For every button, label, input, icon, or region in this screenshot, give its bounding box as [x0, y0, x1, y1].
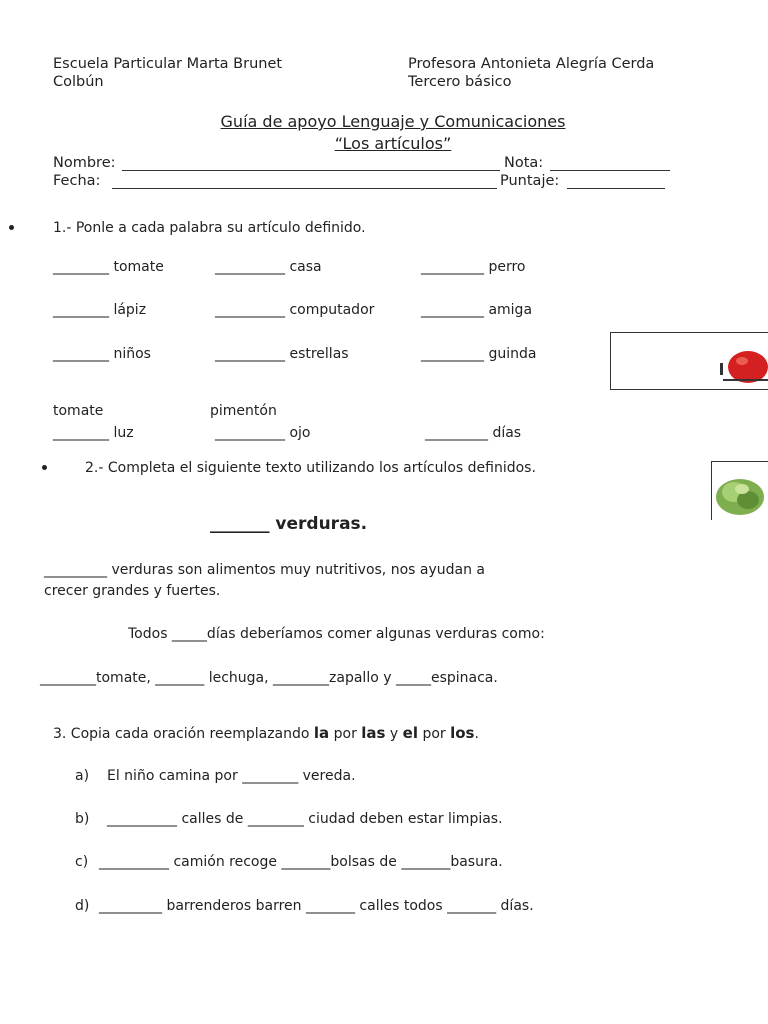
puntaje-field[interactable]	[567, 188, 665, 189]
ex3-item-label: c)	[75, 854, 89, 870]
ex3-item: El niño camina por ________ vereda.	[107, 768, 356, 784]
ex2-heading: _______ verduras.	[210, 514, 368, 534]
ex1-item: __________ computador	[215, 302, 375, 318]
school-town: Colbún	[53, 74, 104, 90]
ex2-paragraph: ________tomate, _______ lechuga, ________zapallo y _____espinaca.	[40, 670, 498, 686]
ex3-item-label: a)	[75, 768, 90, 784]
ex1-item: _________ guinda	[421, 346, 537, 362]
ex3-item-label: b)	[75, 811, 90, 827]
ex1-item: ________ lápiz	[53, 302, 147, 318]
ex1-item: ________ luz	[53, 425, 134, 441]
bullet-icon	[42, 465, 47, 470]
ex3-item: __________ calles de ________ ciudad deben estar limpias.	[107, 811, 503, 827]
ex1-item: __________ estrellas	[215, 346, 349, 362]
ex2-paragraph: crecer grandes y fuertes.	[44, 583, 221, 599]
ex1-item: _________ perro	[421, 259, 526, 275]
ex1-item: _________ días	[425, 425, 522, 441]
fecha-field[interactable]	[112, 188, 497, 189]
fecha-label: Fecha:	[53, 173, 101, 189]
lettuce-image-frame	[711, 461, 768, 520]
ex1-item: ________ niños	[53, 346, 151, 362]
ex1-item: _________ amiga	[421, 302, 533, 318]
ex1-item: ________ tomate	[53, 259, 164, 275]
nombre-label: Nombre:	[53, 155, 116, 171]
ex1-item: __________ ojo	[215, 425, 311, 441]
caption-tomate: tomate	[53, 403, 104, 419]
school-name: Escuela Particular Marta Brunet	[53, 56, 283, 72]
tomato-image-frame	[610, 332, 768, 390]
ex1-item: __________ casa	[215, 259, 322, 275]
ex2-paragraph: _________ verduras son alimentos muy nutritivos, nos ayudan a	[44, 562, 485, 578]
nota-field[interactable]	[550, 170, 670, 171]
nombre-field[interactable]	[122, 170, 500, 171]
ex2-instruction: 2.- Completa el siguiente texto utilizando los artículos definidos.	[85, 460, 536, 476]
ex3-item: __________ camión recoge _______bolsas de _______basura.	[99, 854, 503, 870]
page-subtitle: “Los artículos”	[334, 134, 452, 153]
nota-label: Nota:	[504, 155, 544, 171]
bullet-icon	[9, 225, 14, 230]
ex3-item: _________ barrenderos barren _______ calles todos _______ días.	[99, 898, 534, 914]
ex2-paragraph: Todos _____días deberíamos comer algunas verduras como:	[128, 626, 545, 642]
puntaje-label: Puntaje:	[500, 173, 560, 189]
caption-pimenton: pimentón	[210, 403, 277, 419]
page-title: Guía de apoyo Lenguaje y Comunicaciones	[220, 112, 566, 131]
teacher-name: Profesora Antonieta Alegría Cerda	[408, 56, 655, 72]
tomato-icon	[611, 333, 768, 389]
lettuce-icon	[712, 462, 768, 520]
ex3-item-label: d)	[75, 898, 90, 914]
ex1-instruction: 1.- Ponle a cada palabra su artículo definido.	[53, 220, 366, 236]
grade-label: Tercero básico	[408, 74, 512, 90]
ex3-instruction: 3. Copia cada oración reemplazando la por las y el por los.	[53, 724, 479, 742]
